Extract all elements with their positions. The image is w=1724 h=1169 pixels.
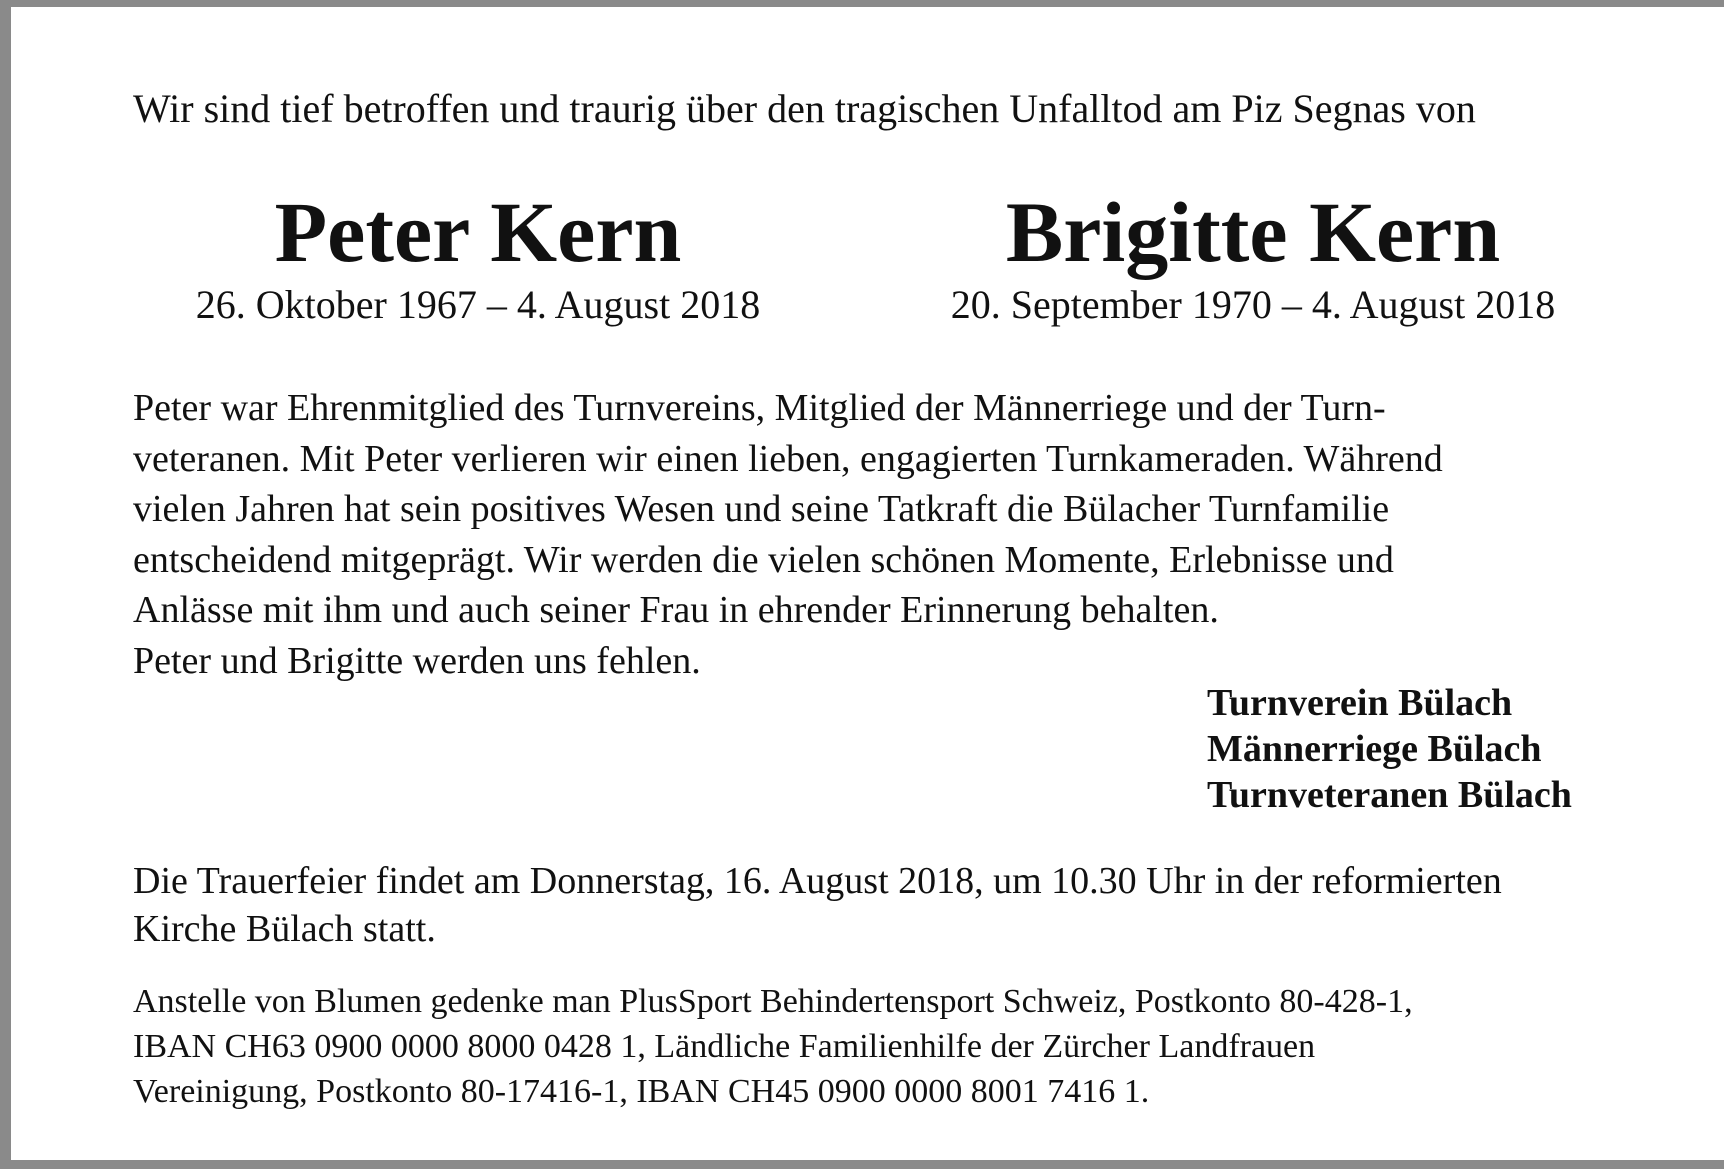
person-name: Brigitte Kern — [1005, 184, 1501, 280]
signature-turnveteranen: Turnveteranen Bülach — [1207, 774, 1572, 816]
donation-line: Vereinigung, Postkonto 80-17416-1, IBAN CH45 0900 0000 8001 7416 1. — [133, 1073, 1150, 1110]
tribute-line: vielen Jahren hat sein positives Wesen und seine Tatkraft die Bülacher Turnfamilie — [133, 488, 1390, 530]
person-name: Peter Kern — [274, 184, 682, 280]
person-brigitte — [853, 185, 1653, 331]
tribute-line: Peter und Brigitte werden uns fehlen. — [133, 639, 701, 682]
tribute-paragraph — [133, 383, 1613, 686]
ceremony-info — [133, 857, 1502, 953]
tribute-line: Anlässe mit ihm und auch seiner Frau in ehrender Erinnerung behalten. — [133, 589, 1219, 631]
signature-maennerriege: Männerriege Bülach — [1207, 728, 1542, 770]
person-dates: 20. September 1970 – 4. August 2018 — [950, 282, 1556, 327]
signature-block — [1207, 680, 1572, 818]
signature-turnverein: Turnverein Bülach — [1207, 682, 1513, 724]
tribute-line: Peter war Ehrenmitglied des Turnvereins, Mitglied der Männerriege und der Turn- — [133, 387, 1386, 429]
tribute-line: entscheidend mitgeprägt. Wir werden die vielen schönen Momente, Erlebnisse und — [133, 538, 1394, 581]
donation-info — [133, 979, 1413, 1114]
ceremony-line: Die Trauerfeier findet am Donnerstag, 16. August 2018, um 10.30 Uhr in der reformierten — [133, 860, 1502, 902]
person-dates: 26. Oktober 1967 – 4. August 2018 — [195, 282, 761, 327]
person-peter — [133, 185, 823, 331]
donation-line: IBAN CH63 0900 0000 8000 0428 1, Ländliche Familienhilfe der Zürcher Landfrauen — [133, 1028, 1316, 1065]
tribute-line: veteranen. Mit Peter verlieren wir einen lieben, engagierten Turnkameraden. Während — [133, 437, 1443, 480]
donation-line: Anstelle von Blumen gedenke man PlusSport Behindertensport Schweiz, Postkonto 80-428-1, — [133, 983, 1413, 1020]
ceremony-line: Kirche Bülach statt. — [133, 908, 436, 950]
intro-text: Wir sind tief betroffen und traurig über den tragischen Unfalltod am Piz Segnas von — [133, 86, 1476, 131]
